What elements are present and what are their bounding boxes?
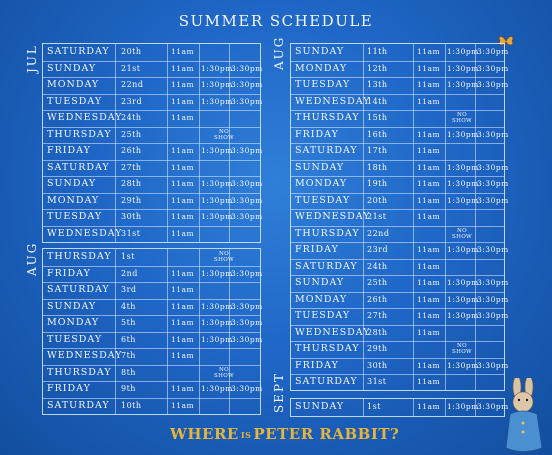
showtime: 11am — [171, 195, 195, 205]
showtime: 3:30pm — [231, 212, 263, 221]
day-label: TUESDAY — [295, 310, 351, 321]
schedule-row — [43, 332, 263, 350]
month-label-aug-left: AUG — [25, 241, 39, 276]
schedule-row — [291, 160, 509, 178]
showtime: 1:30pm — [447, 311, 479, 320]
date-label: 9th — [121, 384, 136, 393]
date-label: 29th — [367, 344, 388, 353]
showtime: 3:30pm — [477, 195, 509, 205]
schedule-row — [291, 77, 509, 95]
showtime: 1:30pm — [201, 318, 233, 327]
schedule-row — [291, 127, 509, 145]
schedule-row — [291, 399, 509, 416]
showtime: 1:30pm — [447, 195, 479, 205]
no-show-label: NO SHOW — [452, 112, 472, 124]
schedule-row — [291, 341, 504, 359]
showtime: 3:30pm — [231, 96, 263, 106]
date-label: 21st — [121, 63, 141, 73]
showtime: 1:30pm — [201, 179, 233, 188]
schedule-row — [43, 381, 263, 399]
date-label: 12th — [367, 63, 388, 73]
schedule-row — [43, 176, 263, 194]
day-label: WEDNESDAY — [47, 112, 123, 123]
date-label: 5th — [121, 318, 136, 327]
showtime: 11am — [171, 318, 195, 327]
schedule-row — [43, 299, 263, 317]
showtime: 1:30pm — [447, 360, 479, 370]
where-is-peter-rabbit-logo: WHERE IS PETER RABBIT? — [170, 425, 400, 443]
day-label: SATURDAY — [47, 161, 110, 173]
showtime: 11am — [171, 47, 195, 56]
showtime: 11am — [171, 212, 195, 221]
schedule-row — [43, 193, 263, 211]
day-label: TUESDAY — [295, 79, 351, 90]
schedule-row — [43, 61, 263, 79]
schedule-row — [291, 143, 504, 161]
date-label: 26th — [121, 146, 142, 155]
showtime: 1:30pm — [447, 63, 479, 73]
day-label: WEDNESDAY — [295, 326, 371, 338]
showtime: 3:30pm — [477, 129, 509, 139]
date-label: 22nd — [367, 228, 390, 238]
showtime: 3:30pm — [477, 311, 509, 320]
date-label: 15th — [367, 113, 388, 122]
showtime: 11am — [417, 402, 441, 411]
day-label: SUNDAY — [47, 178, 97, 189]
showtime: 11am — [171, 301, 195, 311]
showtime: 11am — [417, 245, 441, 254]
day-label: SATURDAY — [295, 260, 358, 272]
showtime: 11am — [417, 327, 441, 337]
day-label: MONDAY — [295, 62, 348, 74]
showtime: 1:30pm — [447, 80, 479, 89]
showtime: 3:30pm — [477, 360, 509, 370]
schedule-row — [291, 193, 509, 211]
day-label: TUESDAY — [47, 211, 103, 222]
day-label: WEDNESDAY — [295, 211, 371, 222]
showtime: 3:30pm — [477, 245, 509, 254]
date-label: 20th — [367, 195, 388, 205]
showtime: 11am — [171, 400, 195, 410]
date-label: 18th — [367, 162, 388, 172]
month-label-sept: SEPT — [272, 371, 286, 413]
day-label: SUNDAY — [47, 300, 97, 312]
day-label: THURSDAY — [47, 128, 112, 140]
showtime: 11am — [171, 80, 195, 89]
date-label: 17th — [367, 146, 388, 155]
schedule-row — [291, 292, 509, 310]
showtime: 11am — [417, 80, 441, 89]
no-show-label: NO SHOW — [452, 343, 472, 355]
showtime: 11am — [417, 360, 441, 370]
showtime: 1:30pm — [447, 278, 479, 287]
showtime: 1:30pm — [201, 384, 233, 393]
day-label: SUNDAY — [47, 62, 97, 74]
showtime: 1:30pm — [201, 63, 233, 73]
showtime: 11am — [417, 47, 441, 56]
showtime: 11am — [171, 113, 195, 122]
date-label: 22nd — [121, 80, 144, 89]
showtime: 3:30pm — [231, 384, 263, 393]
day-label: WEDNESDAY — [47, 227, 123, 239]
showtime: 3:30pm — [477, 278, 509, 287]
schedule-row — [291, 259, 504, 277]
date-label: 16th — [367, 129, 388, 139]
day-label: SATURDAY — [47, 399, 110, 411]
showtime: 3:30pm — [231, 318, 263, 327]
showtime: 11am — [417, 179, 441, 188]
showtime: 11am — [417, 311, 441, 320]
date-label: 1st — [367, 402, 381, 411]
day-label: SUNDAY — [295, 46, 345, 57]
day-label: TUESDAY — [47, 333, 103, 345]
showtime: 3:30pm — [231, 195, 263, 205]
showtime: 11am — [171, 384, 195, 393]
date-label: 1st — [121, 252, 135, 261]
date-label: 6th — [121, 334, 136, 344]
showtime: 1:30pm — [447, 129, 479, 139]
date-label: 14th — [367, 96, 388, 106]
schedule-row — [291, 110, 504, 128]
showtime: 11am — [171, 285, 195, 294]
date-label: 24th — [367, 261, 388, 271]
showtime: 1:30pm — [201, 212, 233, 221]
showtime: 11am — [171, 146, 195, 155]
showtime: 11am — [171, 63, 195, 73]
schedule-row — [43, 249, 260, 267]
day-label: MONDAY — [47, 194, 100, 206]
date-label: 26th — [367, 294, 388, 304]
date-label: 28th — [367, 327, 388, 337]
schedule-row — [43, 94, 263, 112]
showtime: 11am — [171, 96, 195, 106]
day-label: TUESDAY — [295, 194, 351, 206]
date-label: 20th — [121, 47, 142, 56]
page-title: SUMMER SCHEDULE — [178, 12, 374, 30]
day-label: SATURDAY — [295, 145, 358, 156]
day-label: SATURDAY — [47, 46, 110, 57]
showtime: 11am — [417, 212, 441, 221]
showtime: 3:30pm — [477, 63, 509, 73]
date-label: 28th — [121, 179, 142, 188]
day-label: FRIDAY — [295, 359, 339, 371]
showtime: 1:30pm — [201, 80, 233, 89]
showtime: 3:30pm — [477, 80, 509, 89]
day-label: SATURDAY — [295, 376, 358, 387]
date-label: 13th — [367, 80, 388, 89]
showtime: 3:30pm — [231, 301, 263, 311]
showtime: 1:30pm — [201, 301, 233, 311]
day-label: FRIDAY — [47, 383, 91, 394]
showtime: 1:30pm — [447, 402, 479, 411]
no-show-label: NO SHOW — [214, 251, 234, 263]
date-label: 23rd — [367, 245, 389, 254]
day-label: SUNDAY — [295, 161, 345, 173]
schedule-row — [43, 266, 263, 284]
showtime: 1:30pm — [201, 268, 233, 278]
showtime: 1:30pm — [201, 334, 233, 344]
date-label: 11th — [367, 47, 388, 56]
date-label: 19th — [367, 179, 388, 188]
day-label: WEDNESDAY — [47, 350, 123, 361]
showtime: 3:30pm — [477, 402, 509, 411]
showtime: 3:30pm — [231, 334, 263, 344]
table-aug-left — [42, 248, 261, 415]
showtime: 1:30pm — [447, 294, 479, 304]
schedule-row — [291, 94, 504, 112]
showtime: 11am — [171, 162, 195, 172]
showtime: 3:30pm — [477, 179, 509, 188]
showtime: 1:30pm — [447, 245, 479, 254]
schedule-row — [43, 282, 260, 300]
date-label: 3rd — [121, 285, 137, 294]
showtime: 1:30pm — [201, 146, 233, 155]
day-label: FRIDAY — [47, 267, 91, 279]
schedule-row — [291, 209, 504, 227]
showtime: 3:30pm — [477, 162, 509, 172]
showtime: 11am — [417, 162, 441, 172]
date-label: 30th — [121, 212, 142, 221]
schedule-row — [43, 398, 260, 415]
schedule-row — [43, 226, 260, 243]
day-label: MONDAY — [47, 317, 100, 328]
date-label: 27th — [121, 162, 142, 172]
showtime: 11am — [171, 268, 195, 278]
date-label: 4th — [121, 301, 136, 311]
table-jul — [42, 43, 261, 243]
showtime: 11am — [417, 278, 441, 287]
day-label: FRIDAY — [295, 128, 339, 140]
peter-rabbit-illustration — [500, 378, 550, 455]
day-label: FRIDAY — [47, 145, 91, 156]
day-label: FRIDAY — [295, 244, 339, 255]
month-label-jul: JUL — [25, 44, 39, 73]
showtime: 11am — [417, 63, 441, 73]
showtime: 1:30pm — [447, 47, 479, 56]
showtime: 11am — [171, 334, 195, 344]
showtime: 3:30pm — [231, 179, 263, 188]
schedule-row — [291, 61, 509, 79]
showtime: 11am — [417, 294, 441, 304]
schedule-row — [43, 77, 263, 95]
day-label: THURSDAY — [295, 112, 360, 123]
day-label: SATURDAY — [47, 284, 110, 295]
showtime: 1:30pm — [201, 195, 233, 205]
showtime: 11am — [171, 351, 195, 360]
showtime: 11am — [417, 129, 441, 139]
date-label: 2nd — [121, 268, 138, 278]
date-label: 8th — [121, 367, 136, 377]
showtime: 1:30pm — [201, 96, 233, 106]
no-show-label: NO SHOW — [452, 227, 472, 240]
schedule-row — [291, 308, 509, 326]
date-label: 21st — [367, 212, 387, 221]
day-label: TUESDAY — [47, 95, 103, 107]
day-label: THURSDAY — [47, 251, 112, 262]
date-label: 24th — [121, 113, 142, 122]
date-label: 25th — [121, 129, 142, 139]
showtime: 3:30pm — [231, 146, 263, 155]
schedule-row — [291, 226, 504, 244]
month-label-aug-right: AUG — [272, 35, 286, 70]
date-label: 31st — [121, 228, 141, 238]
table-aug-right — [290, 43, 509, 391]
schedule-row — [291, 242, 509, 260]
day-label: SUNDAY — [295, 401, 345, 412]
schedule-row — [43, 44, 260, 62]
schedule-row — [43, 348, 260, 366]
showtime: 3:30pm — [231, 268, 263, 278]
no-show-label: NO SHOW — [214, 128, 234, 141]
showtime: 3:30pm — [477, 47, 509, 56]
day-label: THURSDAY — [47, 366, 112, 378]
showtime: 11am — [417, 195, 441, 205]
schedule-row — [43, 315, 263, 333]
schedule-row — [291, 44, 509, 62]
showtime: 11am — [417, 96, 441, 106]
showtime: 11am — [171, 228, 195, 238]
day-label: THURSDAY — [295, 343, 360, 354]
day-label: MONDAY — [47, 79, 100, 90]
day-label: SUNDAY — [295, 277, 345, 288]
showtime: 1:30pm — [447, 162, 479, 172]
showtime: 1:30pm — [447, 179, 479, 188]
showtime: 11am — [171, 179, 195, 188]
date-label: 31st — [367, 377, 387, 386]
day-label: THURSDAY — [295, 227, 360, 239]
schedule-row — [291, 358, 509, 376]
showtime: 3:30pm — [231, 80, 263, 89]
showtime: 11am — [417, 146, 441, 155]
schedule-row — [291, 275, 509, 293]
schedule-row — [43, 160, 260, 178]
showtime: 11am — [417, 377, 441, 386]
date-label: 29th — [121, 195, 142, 205]
showtime: 11am — [417, 261, 441, 271]
showtime: 3:30pm — [477, 294, 509, 304]
schedule-row — [43, 209, 263, 227]
schedule-row — [291, 325, 504, 343]
schedule-row — [291, 374, 504, 391]
date-label: 10th — [121, 400, 142, 410]
schedule-row — [43, 127, 260, 145]
table-sept — [290, 398, 509, 417]
date-label: 7th — [121, 351, 136, 360]
day-label: WEDNESDAY — [295, 95, 371, 107]
day-label: MONDAY — [295, 178, 348, 189]
date-label: 30th — [367, 360, 388, 370]
showtime: 3:30pm — [231, 63, 263, 73]
day-label: MONDAY — [295, 293, 348, 305]
date-label: 23rd — [121, 96, 143, 106]
schedule-row — [43, 143, 263, 161]
date-label: 25th — [367, 278, 388, 287]
no-show-label: NO SHOW — [214, 366, 234, 379]
schedule-row — [43, 365, 260, 383]
schedule-row — [43, 110, 260, 128]
schedule-row — [291, 176, 509, 194]
date-label: 27th — [367, 311, 388, 320]
